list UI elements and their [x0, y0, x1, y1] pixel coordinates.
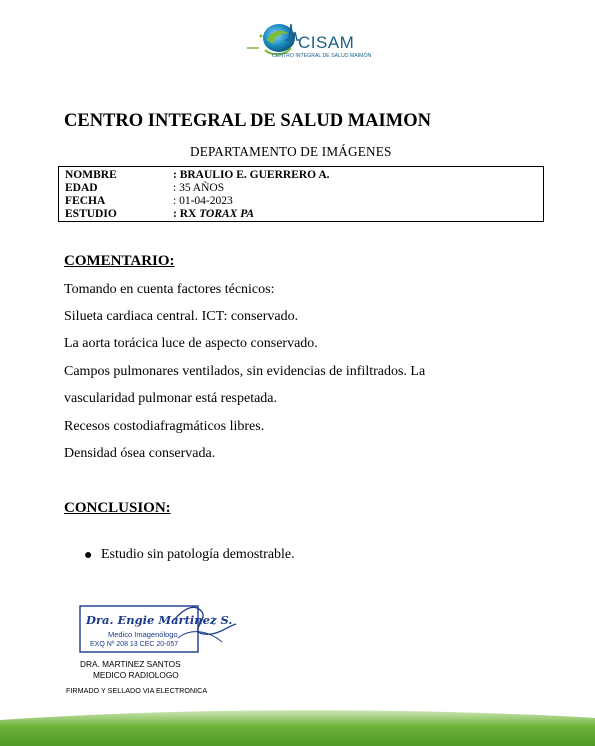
age-label: EDAD [65, 182, 98, 194]
study-label: ESTUDIO [65, 208, 117, 220]
comment-line: vascularidad pulmonar está respetada. [64, 391, 278, 406]
signed-note: FIRMADO Y SELLADO VIA ELECTRONICA [66, 686, 208, 695]
patient-date-row [65, 195, 233, 208]
study-value: TORAX PA [199, 208, 255, 220]
stamp-name: Dra. Engie Martinez S. [86, 613, 233, 627]
name-value: : BRAULIO E. GUERRERO A. [173, 169, 330, 181]
logo-wordmark: CISAM [298, 33, 355, 52]
doctor-role: MEDICO RADIOLOGO [93, 670, 179, 680]
name-label: NOMBRE [65, 169, 117, 181]
date-value: : 01-04-2023 [173, 195, 233, 207]
age-value: : 35 AÑOS [173, 182, 225, 194]
document-title: CENTRO INTEGRAL DE SALUD MAIMON [64, 111, 431, 131]
comment-line: Silueta cardiaca central. ICT: conservado. [64, 309, 299, 324]
comment-line: Recesos costodiafragmáticos libres. [64, 419, 265, 434]
department-name: DEPARTAMENTO DE IMÁGENES [190, 144, 392, 159]
patient-info-box [58, 166, 544, 222]
comment-line: Tomando en cuenta factores técnicos: [64, 282, 275, 297]
comment-line: La aorta torácica luce de aspecto conservado. [64, 336, 318, 351]
conclusion-item: Estudio sin patología demostrable. [101, 547, 295, 562]
conclusion-heading: CONCLUSION: [64, 500, 171, 516]
patient-study-row [65, 208, 254, 221]
patient-age-row [65, 182, 224, 195]
study-prefix: : RX [173, 208, 200, 220]
comment-line: Densidad ósea conservada. [64, 446, 216, 461]
comment-line: Campos pulmonares ventilados, sin evidencias de infiltrados. La [64, 364, 426, 379]
bullet-icon: ● [84, 548, 93, 563]
logo-subtitle: CENTRO INTEGRAL DE SALUD MAIMÓN [272, 53, 372, 59]
date-label: FECHA [65, 195, 106, 207]
comment-heading: COMENTARIO: [64, 253, 175, 269]
stamp-role: Medico Imagenólogo [108, 630, 178, 639]
doctor-name: DRA. MARTINEZ SANTOS [80, 659, 181, 669]
patient-name-row [65, 169, 330, 182]
footer-wave [0, 700, 595, 746]
stamp-exequatur: EXQ Nº 208 13 CEC 20-057 [90, 641, 179, 648]
